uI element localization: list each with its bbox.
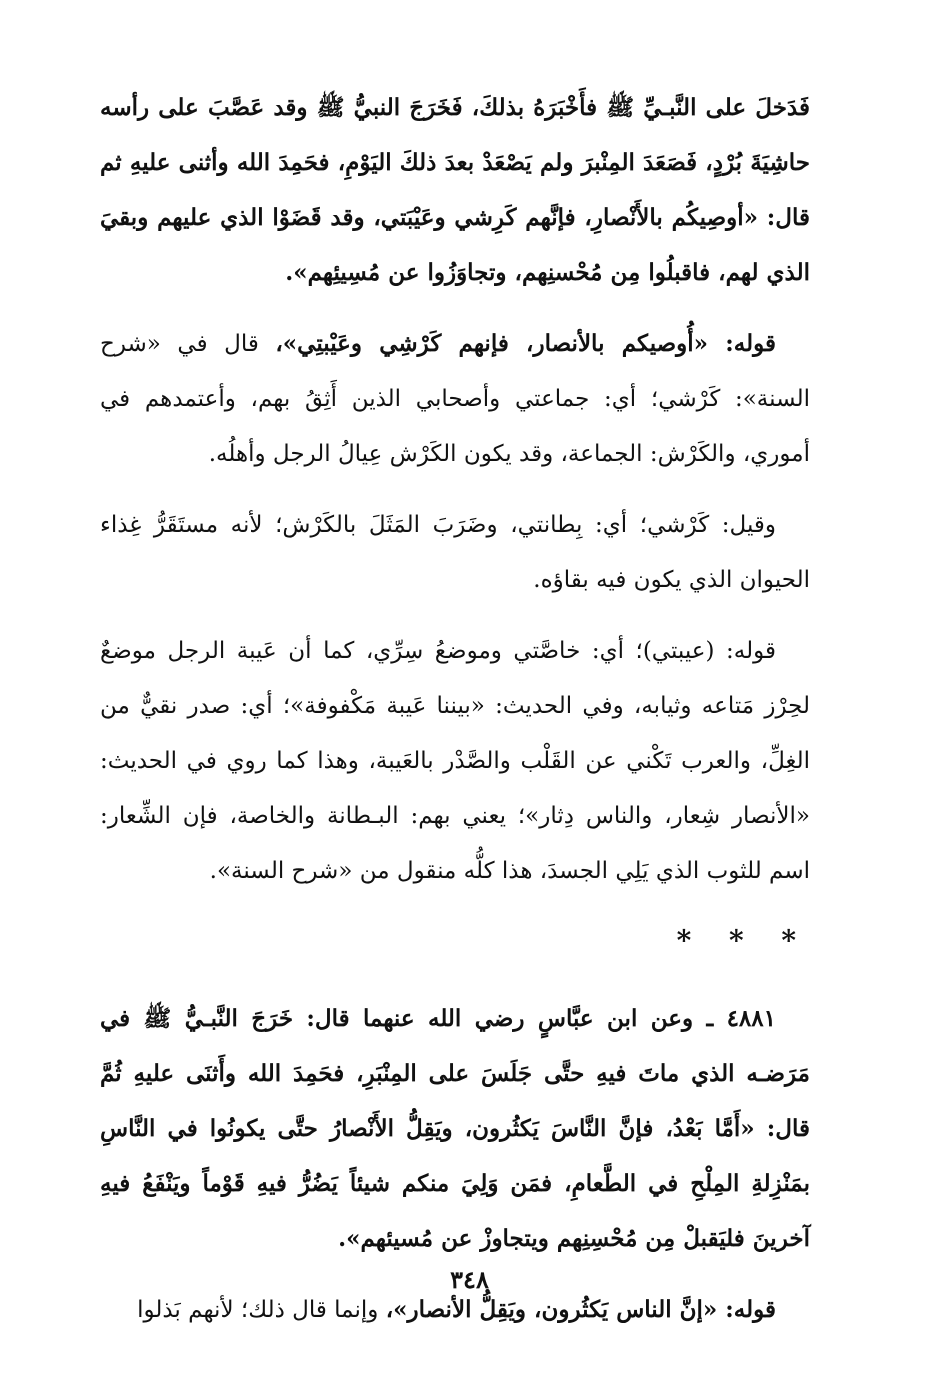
commentary-quote: قوله: «أُوصيكم بالأنصار، فإنهم كَرْشِي وعَيْبتِي»، bbox=[275, 330, 776, 357]
commentary-quote: قوله: «إنَّ الناس يَكثُرون، ويَقِلُّ الأنصار»، bbox=[385, 1296, 776, 1323]
page-number: ٣٤٨ bbox=[450, 1265, 489, 1294]
page-body bbox=[100, 80, 810, 1323]
section-separator: * * * bbox=[676, 924, 810, 957]
commentary-text: وإنما قال ذلك؛ لأنهم بَذلوا bbox=[137, 1297, 386, 1323]
commentary-paragraph-karshi bbox=[100, 316, 810, 482]
hadith-4881-paragraph: ٤٨٨١ ـ وعن ابن عبَّاسٍ رضي الله عنهما قال: خَرَجَ النَّبـيُّ ﷺ في مَرَضـه الذي ماتَ فيهِ حتَّى جَلَسَ على المِنْبَرِ، فحَمِدَ الله وأَثنَى عليهِ ثُمَّ قال: «أَمَّا بَعْدُ، فإنَّ النَّاسَ يَكثُرون، ويَقِلُّ الأَنْصارُ حتَّى يكونُوا في النَّاسِ بمَنْزِلةِ المِلْحِ في الطَّعامِ، فمَن وَلِيَ منكم شيئاً يَضُرُّ فيهِ قَوْماً ويَنْفَعُ فيهِ آخرينَ فليَقبلْ مِن مُحْسِنِهم ويتجاوزْ عن مُسيئهم». bbox=[100, 1005, 810, 1252]
commentary-paragraph-aybati: قوله: (عيبتي)؛ أي: خاصَّتي وموضعُ سِرِّي، كما أن عَيبة الرجل موضعٌ لحِرْز مَتاعه وثيابه، وفي الحديث: «بيننا عَيبة مَكْفوفة»؛ أي: صدر نقيٌّ من الغِلِّ، والعرب تَكْني عن القَلْب والصَّدْر بالعَيبة، وهذا كما روي في الحديث: «الأنصار شِعار، والناس دِثار»؛ يعني بهم: البـطانة والخاصة، فإن الشِّعار: اسم للثوب الذي يَلِي الجسدَ، هذا كلُّه منقول من «شرح السنة». bbox=[100, 638, 810, 884]
commentary-paragraph-bitana: وقيل: كَرْشي؛ أي: بِطانتي، وضَرَبَ المَثَلَ بالكَرْش؛ لأنه مستَقَرُّ غِذاء الحيوان الذي يكون فيه بقاؤه. bbox=[100, 512, 810, 593]
hadith-continuation-paragraph: فَدَخلَ على النَّبـيِّ ﷺ فأَخْبَرَهُ بذلكَ، فَخَرَجَ النبيُّ ﷺ وقد عَصَّبَ على رأسه حاشِيَةَ بُرْدٍ، فَصَعَدَ المِنْبرَ ولم يَصْعَدْ بعدَ ذلكَ اليَوْمِ، فحَمِدَ الله وأثنى عليهِ ثم قال: «أوصِيكُم بالأَنْصارِ، فإنَّهم كَرِشي وعَيْبَتي، وقد قَضَوْا الذي عليهم وبقيَ الذي لهم، فاقبلُوا مِن مُحْسنِهم، وتجاوَزُوا عن مُسِيئِهم». bbox=[100, 94, 810, 286]
commentary-text: قال في «شرح السنة»: كَرْشي؛ أي: جماعتي وأصحابي الذين أَثِقُ بهم، وأعتمدهم في أموري، والكَرْش: الجماعة، وقد يكون الكَرْش عِيالُ الرجل وأهلُه. bbox=[100, 331, 810, 467]
